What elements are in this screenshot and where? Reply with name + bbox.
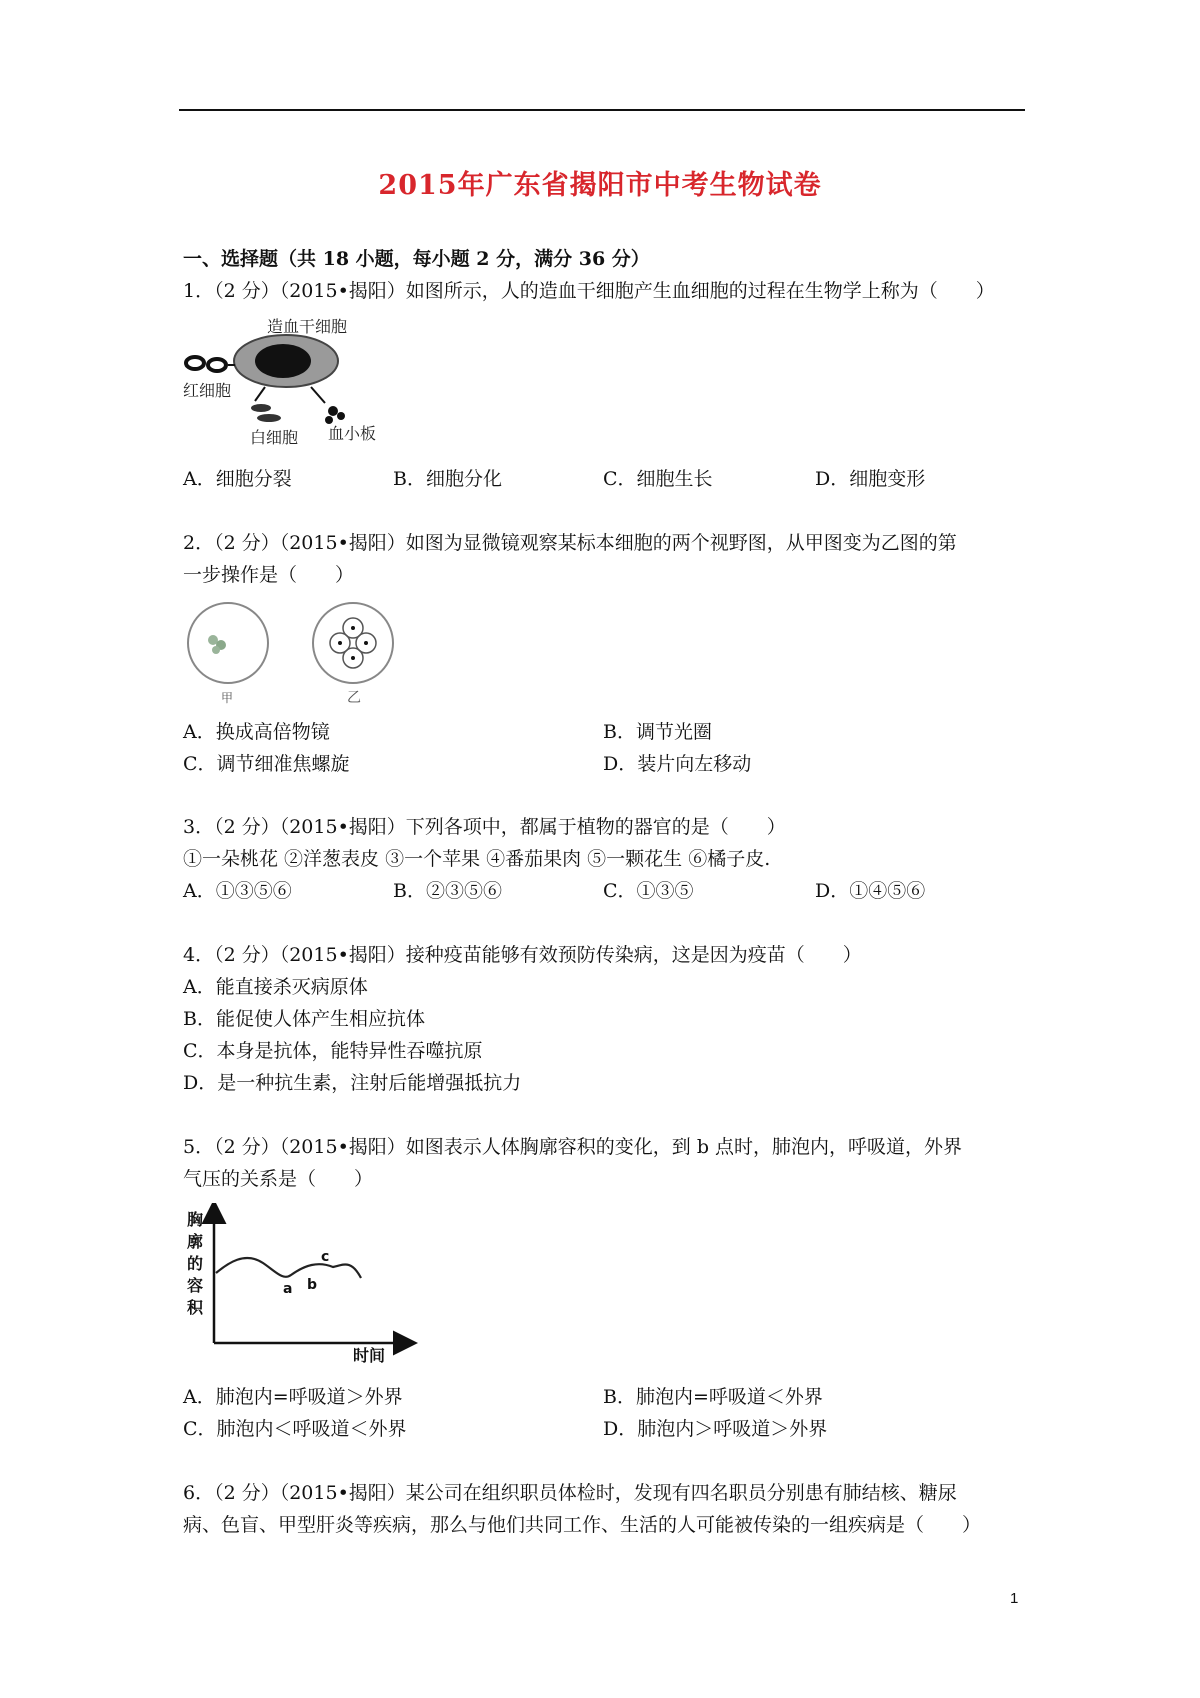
q1-option-c: C．细胞生长 <box>603 468 713 490</box>
q1-option-b: B．细胞分化 <box>393 468 502 490</box>
x-axis-label: 时间 <box>353 1346 386 1363</box>
ylabel-char-2: 廓 <box>187 1232 204 1251</box>
point-c-label: c <box>321 1249 330 1265</box>
q5-option-c: C．肺泡内＜呼吸道＜外界 <box>183 1418 407 1440</box>
platelet-shape-1 <box>328 406 338 416</box>
q2-stem-line1: 2．（2 分）（2015•揭阳）如图为显微镜观察某标本细胞的两个视野图，从甲图变为乙图的第 <box>183 532 957 554</box>
rbc-shape-1 <box>186 357 204 369</box>
q6-stem-line2: 病、色盲、甲型肝炎等疾病，那么与他们共同工作、生活的人可能被传染的一组疾病是（ ） <box>183 1514 982 1536</box>
q2-stem-line2: 一步操作是（ ） <box>183 564 355 586</box>
q4-option-c: C．本身是抗体，能特异性吞噬抗原 <box>183 1040 483 1062</box>
platelet-shape-3 <box>325 416 333 424</box>
point-a-label: a <box>283 1281 293 1297</box>
section-heading: 一、选择题（共 18 小题，每小题 2 分，满分 36 分） <box>183 248 650 270</box>
q5-option-d: D．肺泡内＞呼吸道＞外界 <box>603 1418 828 1440</box>
q4-option-d: D．是一种抗生素，注射后能增强抵抗力 <box>183 1072 522 1094</box>
q3-option-b: B．②③⑤⑥ <box>393 880 502 902</box>
q4-option-a: A．能直接杀灭病原体 <box>183 976 368 998</box>
yi-view-circle <box>313 603 393 683</box>
wbc-shape-2 <box>257 414 281 422</box>
point-b-label: b <box>307 1277 318 1293</box>
label-yi: 乙 <box>347 690 361 706</box>
ylabel-char-3: 的 <box>187 1254 204 1273</box>
q3-items: ①一朵桃花 ②洋葱表皮 ③一个苹果 ④番茄果肉 ⑤一颗花生 ⑥橘子皮. <box>183 848 771 870</box>
page-title: 2015年广东省揭阳市中考生物试卷 <box>378 170 822 201</box>
label-jia: 甲 <box>221 691 234 705</box>
q1-option-a: A．细胞分裂 <box>183 468 292 490</box>
q5-stem-line1: 5．（2 分）（2015•揭阳）如图表示人体胸廓容积的变化，到 b 点时，肺泡内，呼吸道，外界 <box>183 1136 963 1158</box>
ylabel-char-1: 胸 <box>187 1210 204 1229</box>
label-rbc: 红细胞 <box>183 381 232 400</box>
q1-blood-cell-figure <box>183 315 413 447</box>
q2-option-d: D．装片向左移动 <box>603 753 752 775</box>
wbc-shape-1 <box>251 404 271 412</box>
q3-option-c: C．①③⑤ <box>603 880 694 902</box>
q3-option-d: D．①④⑤⑥ <box>815 880 926 902</box>
q1-option-d: D．细胞变形 <box>815 468 926 490</box>
q3-option-a: A．①③⑤⑥ <box>183 880 292 902</box>
q5-stem-line2: 气压的关系是（ ） <box>183 1168 374 1190</box>
q5-chest-volume-graph <box>183 1203 423 1363</box>
q1-stem: 1．（2 分）（2015•揭阳）如图所示，人的造血干细胞产生血细胞的过程在生物学上称为（ ） <box>183 280 995 302</box>
rbc-shape-2 <box>208 359 226 371</box>
jia-view-circle <box>188 603 268 683</box>
ylabel-char-4: 容 <box>187 1276 204 1295</box>
platelet-shape-2 <box>337 412 345 420</box>
q4-option-b: B．能促使人体产生相应抗体 <box>183 1008 425 1030</box>
label-stem-cell: 造血干细胞 <box>267 317 348 336</box>
ylabel-char-5: 积 <box>187 1298 204 1317</box>
volume-curve <box>216 1258 361 1278</box>
page-number: 1 <box>1010 1590 1019 1607</box>
stem-cell-nucleus <box>255 344 311 378</box>
q3-stem: 3．（2 分）（2015•揭阳）下列各项中，都属于植物的器官的是（ ） <box>183 816 786 838</box>
label-platelet: 血小板 <box>328 424 377 443</box>
q2-option-b: B．调节光圈 <box>603 721 712 743</box>
q5-option-b: B．肺泡内=呼吸道＜外界 <box>603 1386 823 1408</box>
q4-stem: 4．（2 分）（2015•揭阳）接种疫苗能够有效预防传染病，这是因为疫苗（ ） <box>183 944 862 966</box>
q5-option-a: A．肺泡内=呼吸道＞外界 <box>183 1386 403 1408</box>
q2-microscope-figure <box>183 598 423 708</box>
q2-option-c: C．调节细准焦螺旋 <box>183 753 350 775</box>
q6-stem-line1: 6．（2 分）（2015•揭阳）某公司在组织职员体检时，发现有四名职员分别患有肺结核、糖尿 <box>183 1482 957 1504</box>
label-wbc: 白细胞 <box>250 428 299 447</box>
q2-option-a: A．换成高倍物镜 <box>183 721 330 743</box>
header-rule <box>179 109 1025 111</box>
